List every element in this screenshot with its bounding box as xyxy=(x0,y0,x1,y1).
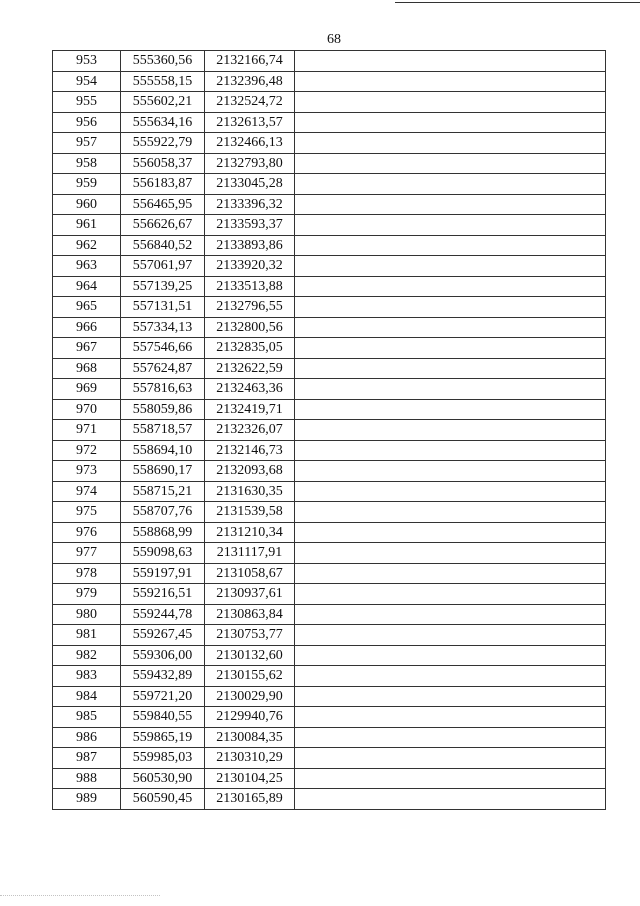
table-row xyxy=(53,625,606,646)
table-row xyxy=(53,707,606,728)
y-coordinate-cell: 2130937,61 xyxy=(205,584,295,605)
y-coordinate-cell: 2130104,25 xyxy=(205,768,295,789)
note-cell xyxy=(295,379,606,400)
y-coordinate-cell: 2133920,32 xyxy=(205,256,295,277)
x-coordinate-cell: 555360,56 xyxy=(121,51,205,72)
note-cell xyxy=(295,256,606,277)
x-coordinate-cell: 559197,91 xyxy=(121,563,205,584)
y-coordinate-cell: 2132463,36 xyxy=(205,379,295,400)
point-number-cell: 986 xyxy=(53,727,121,748)
point-number-cell: 971 xyxy=(53,420,121,441)
x-coordinate-cell: 559865,19 xyxy=(121,727,205,748)
y-coordinate-cell: 2132796,55 xyxy=(205,297,295,318)
y-coordinate-cell: 2132800,56 xyxy=(205,317,295,338)
point-number-cell: 960 xyxy=(53,194,121,215)
x-coordinate-cell: 555634,16 xyxy=(121,112,205,133)
note-cell xyxy=(295,153,606,174)
y-coordinate-cell: 2131539,58 xyxy=(205,502,295,523)
note-cell xyxy=(295,440,606,461)
note-cell xyxy=(295,604,606,625)
note-cell xyxy=(295,645,606,666)
point-number-cell: 970 xyxy=(53,399,121,420)
point-number-cell: 979 xyxy=(53,584,121,605)
y-coordinate-cell: 2133893,86 xyxy=(205,235,295,256)
note-cell xyxy=(295,584,606,605)
point-number-cell: 967 xyxy=(53,338,121,359)
point-number-cell: 958 xyxy=(53,153,121,174)
x-coordinate-cell: 558868,99 xyxy=(121,522,205,543)
y-coordinate-cell: 2133513,88 xyxy=(205,276,295,297)
point-number-cell: 978 xyxy=(53,563,121,584)
y-coordinate-cell: 2130155,62 xyxy=(205,666,295,687)
note-cell xyxy=(295,420,606,441)
x-coordinate-cell: 559840,55 xyxy=(121,707,205,728)
table-row xyxy=(53,235,606,256)
point-number-cell: 982 xyxy=(53,645,121,666)
note-cell xyxy=(295,71,606,92)
x-coordinate-cell: 559098,63 xyxy=(121,543,205,564)
x-coordinate-cell: 558718,57 xyxy=(121,420,205,441)
note-cell xyxy=(295,768,606,789)
point-number-cell: 957 xyxy=(53,133,121,154)
point-number-cell: 953 xyxy=(53,51,121,72)
y-coordinate-cell: 2132466,13 xyxy=(205,133,295,154)
y-coordinate-cell: 2131117,91 xyxy=(205,543,295,564)
x-coordinate-cell: 558707,76 xyxy=(121,502,205,523)
point-number-cell: 956 xyxy=(53,112,121,133)
y-coordinate-cell: 2131058,67 xyxy=(205,563,295,584)
x-coordinate-cell: 558059,86 xyxy=(121,399,205,420)
point-number-cell: 961 xyxy=(53,215,121,236)
table-row xyxy=(53,256,606,277)
note-cell xyxy=(295,399,606,420)
table-row xyxy=(53,379,606,400)
table-row xyxy=(53,502,606,523)
x-coordinate-cell: 559432,89 xyxy=(121,666,205,687)
y-coordinate-cell: 2132166,74 xyxy=(205,51,295,72)
note-cell xyxy=(295,522,606,543)
y-coordinate-cell: 2130863,84 xyxy=(205,604,295,625)
point-number-cell: 976 xyxy=(53,522,121,543)
y-coordinate-cell: 2133045,28 xyxy=(205,174,295,195)
table-row xyxy=(53,317,606,338)
note-cell xyxy=(295,358,606,379)
note-cell xyxy=(295,112,606,133)
point-number-cell: 985 xyxy=(53,707,121,728)
y-coordinate-cell: 2131210,34 xyxy=(205,522,295,543)
point-number-cell: 969 xyxy=(53,379,121,400)
note-cell xyxy=(295,235,606,256)
x-coordinate-cell: 557334,13 xyxy=(121,317,205,338)
note-cell xyxy=(295,276,606,297)
table-row xyxy=(53,522,606,543)
point-number-cell: 981 xyxy=(53,625,121,646)
table-row xyxy=(53,51,606,72)
table-row xyxy=(53,789,606,810)
y-coordinate-cell: 2132419,71 xyxy=(205,399,295,420)
x-coordinate-cell: 559267,45 xyxy=(121,625,205,646)
x-coordinate-cell: 559216,51 xyxy=(121,584,205,605)
x-coordinate-cell: 556465,95 xyxy=(121,194,205,215)
y-coordinate-cell: 2132835,05 xyxy=(205,338,295,359)
note-cell xyxy=(295,727,606,748)
table-row xyxy=(53,276,606,297)
x-coordinate-cell: 559244,78 xyxy=(121,604,205,625)
point-number-cell: 987 xyxy=(53,748,121,769)
point-number-cell: 983 xyxy=(53,666,121,687)
table-row xyxy=(53,194,606,215)
table-row xyxy=(53,461,606,482)
table-row xyxy=(53,748,606,769)
y-coordinate-cell: 2130753,77 xyxy=(205,625,295,646)
y-coordinate-cell: 2130132,60 xyxy=(205,645,295,666)
note-cell xyxy=(295,666,606,687)
note-cell xyxy=(295,543,606,564)
x-coordinate-cell: 559985,03 xyxy=(121,748,205,769)
table-row xyxy=(53,92,606,113)
point-number-cell: 954 xyxy=(53,71,121,92)
note-cell xyxy=(295,338,606,359)
note-cell xyxy=(295,748,606,769)
note-cell xyxy=(295,481,606,502)
x-coordinate-cell: 559306,00 xyxy=(121,645,205,666)
y-coordinate-cell: 2132093,68 xyxy=(205,461,295,482)
table-row xyxy=(53,563,606,584)
table-row xyxy=(53,666,606,687)
y-coordinate-cell: 2132146,73 xyxy=(205,440,295,461)
point-number-cell: 963 xyxy=(53,256,121,277)
y-coordinate-cell: 2129940,76 xyxy=(205,707,295,728)
x-coordinate-cell: 556183,87 xyxy=(121,174,205,195)
x-coordinate-cell: 555922,79 xyxy=(121,133,205,154)
note-cell xyxy=(295,502,606,523)
note-cell xyxy=(295,686,606,707)
x-coordinate-cell: 557139,25 xyxy=(121,276,205,297)
x-coordinate-cell: 559721,20 xyxy=(121,686,205,707)
table-row xyxy=(53,420,606,441)
y-coordinate-cell: 2132613,57 xyxy=(205,112,295,133)
note-cell xyxy=(295,174,606,195)
note-cell xyxy=(295,297,606,318)
x-coordinate-cell: 555558,15 xyxy=(121,71,205,92)
note-cell xyxy=(295,461,606,482)
table-row xyxy=(53,686,606,707)
x-coordinate-cell: 558715,21 xyxy=(121,481,205,502)
scan-artifact xyxy=(0,895,160,906)
table-row xyxy=(53,215,606,236)
y-coordinate-cell: 2133593,37 xyxy=(205,215,295,236)
point-number-cell: 973 xyxy=(53,461,121,482)
y-coordinate-cell: 2130165,89 xyxy=(205,789,295,810)
point-number-cell: 965 xyxy=(53,297,121,318)
note-cell xyxy=(295,625,606,646)
point-number-cell: 966 xyxy=(53,317,121,338)
note-cell xyxy=(295,707,606,728)
table-row xyxy=(53,133,606,154)
table-row xyxy=(53,440,606,461)
point-number-cell: 980 xyxy=(53,604,121,625)
y-coordinate-cell: 2132396,48 xyxy=(205,71,295,92)
y-coordinate-cell: 2132326,07 xyxy=(205,420,295,441)
table-row xyxy=(53,645,606,666)
x-coordinate-cell: 558694,10 xyxy=(121,440,205,461)
table-row xyxy=(53,399,606,420)
table-row xyxy=(53,604,606,625)
point-number-cell: 962 xyxy=(53,235,121,256)
table-row xyxy=(53,727,606,748)
table-row xyxy=(53,768,606,789)
table-row xyxy=(53,112,606,133)
note-cell xyxy=(295,133,606,154)
coordinates-table-body xyxy=(53,51,606,810)
table-row xyxy=(53,358,606,379)
x-coordinate-cell: 556058,37 xyxy=(121,153,205,174)
note-cell xyxy=(295,92,606,113)
table-row xyxy=(53,338,606,359)
point-number-cell: 964 xyxy=(53,276,121,297)
y-coordinate-cell: 2130029,90 xyxy=(205,686,295,707)
x-coordinate-cell: 560590,45 xyxy=(121,789,205,810)
table-row xyxy=(53,481,606,502)
x-coordinate-cell: 560530,90 xyxy=(121,768,205,789)
point-number-cell: 972 xyxy=(53,440,121,461)
note-cell xyxy=(295,215,606,236)
x-coordinate-cell: 556626,67 xyxy=(121,215,205,236)
table-row xyxy=(53,71,606,92)
point-number-cell: 984 xyxy=(53,686,121,707)
page-number: 68 xyxy=(327,32,341,47)
point-number-cell: 977 xyxy=(53,543,121,564)
x-coordinate-cell: 557061,97 xyxy=(121,256,205,277)
x-coordinate-cell: 556840,52 xyxy=(121,235,205,256)
table-row xyxy=(53,543,606,564)
table-row xyxy=(53,297,606,318)
note-cell xyxy=(295,194,606,215)
note-cell xyxy=(295,789,606,810)
x-coordinate-cell: 557816,63 xyxy=(121,379,205,400)
x-coordinate-cell: 557546,66 xyxy=(121,338,205,359)
x-coordinate-cell: 555602,21 xyxy=(121,92,205,113)
point-number-cell: 974 xyxy=(53,481,121,502)
y-coordinate-cell: 2132622,59 xyxy=(205,358,295,379)
y-coordinate-cell: 2130310,29 xyxy=(205,748,295,769)
y-coordinate-cell: 2133396,32 xyxy=(205,194,295,215)
point-number-cell: 989 xyxy=(53,789,121,810)
point-number-cell: 959 xyxy=(53,174,121,195)
y-coordinate-cell: 2130084,35 xyxy=(205,727,295,748)
coordinates-table xyxy=(52,50,606,810)
point-number-cell: 968 xyxy=(53,358,121,379)
note-cell xyxy=(295,317,606,338)
note-cell xyxy=(295,51,606,72)
point-number-cell: 988 xyxy=(53,768,121,789)
table-row xyxy=(53,174,606,195)
y-coordinate-cell: 2132793,80 xyxy=(205,153,295,174)
note-cell xyxy=(295,563,606,584)
y-coordinate-cell: 2131630,35 xyxy=(205,481,295,502)
y-coordinate-cell: 2132524,72 xyxy=(205,92,295,113)
x-coordinate-cell: 558690,17 xyxy=(121,461,205,482)
point-number-cell: 975 xyxy=(53,502,121,523)
x-coordinate-cell: 557624,87 xyxy=(121,358,205,379)
table-row xyxy=(53,153,606,174)
point-number-cell: 955 xyxy=(53,92,121,113)
table-row xyxy=(53,584,606,605)
top-border-line xyxy=(395,2,640,3)
x-coordinate-cell: 557131,51 xyxy=(121,297,205,318)
